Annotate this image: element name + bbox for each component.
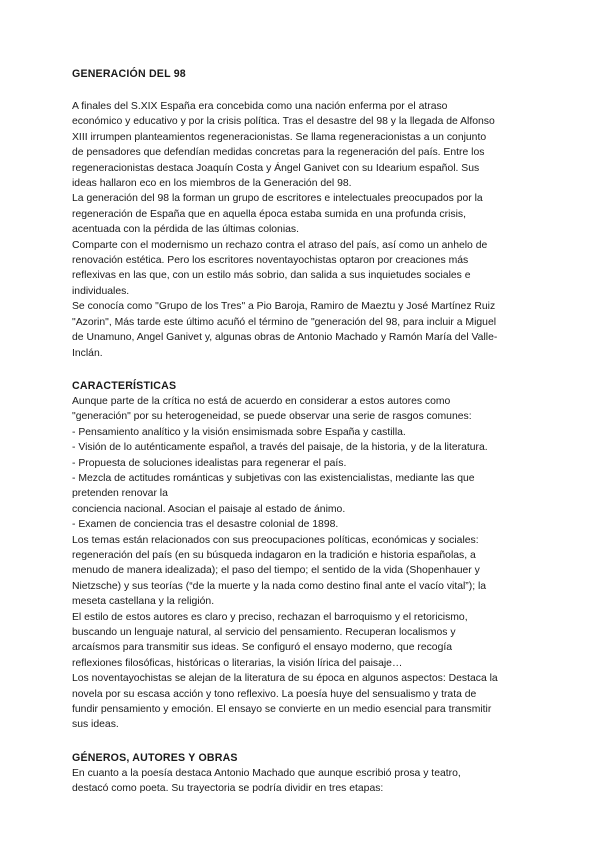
section-heading-genres: GÉNEROS, AUTORES Y OBRAS <box>72 751 238 764</box>
spacer <box>72 361 532 378</box>
bullet-item: - Visión de lo auténticamente español, a través del paisaje, de la historia, y de la literatura. <box>72 442 488 454</box>
genres-paragraph: En cuanto a la poesía destaca Antonio Machado que aunque escribió prosa y teatro, destacó como poeta. Su trayectoria se podría dividir en tres etapas: <box>72 767 461 795</box>
bullet-item: - Mezcla de actitudes románticas y subjetivas con las existencialistas, mediante las que pretenden renovar la <box>72 472 475 500</box>
intro-paragraph-4: Se conocía como "Grupo de los Tres" a Pio Baroja, Ramiro de Maeztu y José Martínez Ruiz "Azorin", Más tarde este último acuñó el término de "generación del 98, para incluir a Miguel de Unamuno, Angel Ganivet y, algunas obras de Antonio Machado y Ramón María del Valle- Inclán. <box>72 301 498 359</box>
document-title: GENERACIÓN DEL 98 <box>72 68 186 80</box>
document-page <box>72 66 532 797</box>
spacer <box>72 733 532 750</box>
characteristics-intro: Aunque parte de la crítica no está de acuerdo en considerar a estos autores como "generación" por su heterogeneidad, se puede observar una serie de rasgos comunes: <box>72 395 472 423</box>
characteristics-paragraph-genres: Los noventayochistas se alejan de la literatura de su época en algunos aspectos: Destaca la novela por su escasa acción y tono reflexivo. La poesía huye del sensualismo y trata de fundir pensamiento y emoción. El ensayo se convierte en un medio esencial para transmitir sus ideas. <box>72 673 498 731</box>
bullet-item: - Pensamiento analítico y la visión ensimismada sobre España y castilla. <box>72 426 406 438</box>
characteristics-paragraph-style: El estilo de estos autores es claro y preciso, rechazan el barroquismo y el retoricismo, buscando un lenguaje natural, al servicio del pensamiento. Recuperan localismos y arcaísmos para transmitir sus ideas. Se configuró el ensayo moderno, que recogía reflexiones filosóficas, históricas o literarias, la visión lírica del paisaje… <box>72 611 468 669</box>
section-heading-characteristics: CARACTERÍSTICAS <box>72 379 177 392</box>
intro-paragraph-2: La generación del 98 la forman un grupo de escritores e intelectuales preocupados por la regeneración de España que en aquella época estaba sumida en una profunda crisis, acentuada con la pérdida de las últimas colonias. <box>72 193 483 236</box>
intro-paragraph-3: Comparte con el modernismo un rechazo contra el atraso del país, así como un anhelo de renovación estética. Pero los escritores noventayochistas optaron por creaciones más reflexivas en las que, con un estilo más sobrio, dan salida a sus inquietudes sociales e individuales. <box>72 239 488 297</box>
spacer <box>72 82 532 99</box>
bullet-item: conciencia nacional. Asocian el paisaje al estado de ánimo. <box>72 503 346 515</box>
bullet-item: - Propuesta de soluciones idealistas para regenerar el país. <box>72 457 347 469</box>
characteristics-paragraph-themes: Los temas están relacionados con sus preocupaciones políticas, económicas y sociales: regeneración del país (en su búsqueda indagaron en la tradición e historia españolas, a menudo de manera idealizada); el paso del tiempo; el sentido de la vida (Shopenhauer y Nietzsche) y sus teorías (“de la muerte y la nada como destino final ante el vacío vital”); la meseta castellana y la religión. <box>72 534 487 608</box>
bullet-item: - Examen de conciencia tras el desastre colonial de 1898. <box>72 519 339 531</box>
intro-paragraph-1: A finales del S.XIX España era concebida como una nación enferma por el atraso económico y educativo y por la crisis política. Tras el desastre del 98 y la llegada de Alfonso XIII irrumpen planteamientos regeneracionistas. Se llama regeneracionistas a un conjunto de pensadores que defendían medidas concretas para la regeneración del país. Entre los regeneracionistas destaca Joaquín Costa y Ángel Ganivet con su Idearium español. Sus ideas hallaron eco en los miembros de la Generación del 98. <box>72 101 495 190</box>
